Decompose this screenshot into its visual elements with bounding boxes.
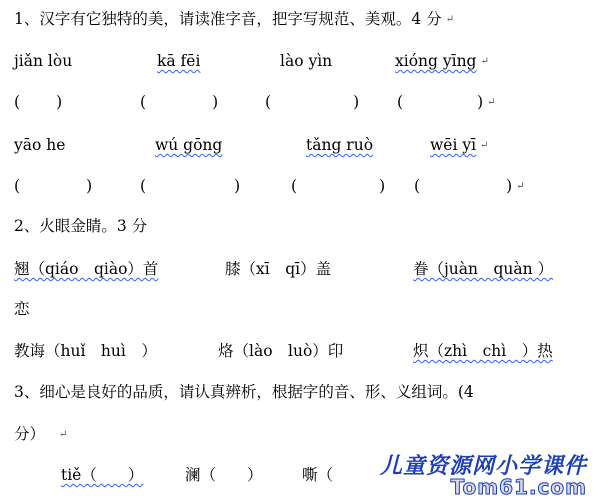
q2-item-text: 翘（qiáo qiào）首 [14, 260, 159, 278]
pinyin-text: tǎng ruò [306, 136, 374, 154]
q2-heading [14, 216, 147, 236]
pinyin-text: xióng yīng [395, 52, 477, 70]
answer-blank-close: ) [379, 177, 386, 195]
q1-blank-row1c [265, 92, 359, 112]
q3-item-text: 嘶（ [302, 466, 349, 484]
q3-item-text: 澜（ ） [185, 466, 263, 484]
paragraph-mark-icon: ↵ [487, 97, 496, 108]
pinyin-text: kā fēi [157, 52, 201, 70]
paragraph-mark-icon: ↵ [516, 181, 525, 192]
q2-item-text: 膝（xī qī）盖 [225, 260, 332, 278]
q2-item-text: 烙（lào luò）印 [218, 342, 344, 360]
q1-pinyin-6 [155, 135, 222, 155]
q1-pinyin-8 [430, 135, 488, 156]
watermark-site-name: 儿童资源网小学课件 [379, 454, 587, 479]
q2-item-3 [413, 259, 553, 279]
paragraph-mark-icon: ↵ [445, 14, 455, 25]
watermark-url: Tom61.com [450, 475, 587, 499]
answer-blank[interactable]: ( [14, 93, 21, 111]
answer-blank[interactable]: ( [291, 177, 298, 195]
q2-item-text: 眷（juàn quàn ） [413, 260, 554, 278]
answer-blank[interactable]: ( [14, 177, 21, 195]
paragraph-mark-icon: ↵ [480, 140, 489, 151]
q1-blank-row2d [414, 176, 525, 197]
answer-blank[interactable]: ( [397, 93, 404, 111]
answer-blank-close: ) [353, 93, 360, 111]
q1-heading-text: 1、汉字有它独特的美，请读准字音，把字写规范、美观。4 分 [14, 10, 442, 28]
pinyin-text: wú gōng [155, 136, 223, 154]
answer-blank-close: ) [477, 93, 484, 111]
q2-item-text: 炽（zhì chì ）热 [413, 342, 553, 360]
q2-item-4 [14, 341, 157, 361]
q1-pinyin-7 [306, 135, 373, 155]
q2-heading-text: 2、火眼金睛。3 分 [14, 217, 148, 235]
q1-pinyin-3 [280, 51, 332, 71]
pinyin-text: wēi yī [430, 136, 477, 154]
q3-item-text: tiě（ ） [61, 466, 144, 484]
pinyin-text: lào yìn [280, 52, 333, 70]
q2-item-2 [225, 259, 331, 279]
answer-blank[interactable]: ( [140, 93, 147, 111]
q1-pinyin-2 [157, 51, 200, 71]
answer-blank-close: ) [56, 93, 63, 111]
site-watermark [369, 449, 589, 499]
q1-pinyin-4 [395, 51, 489, 72]
q3-item-2 [185, 465, 263, 485]
q3-heading-wrap [14, 424, 67, 445]
q1-blank-row1 [14, 92, 62, 112]
q3-heading [14, 382, 474, 402]
pinyin-text: jiǎn lòu [14, 52, 73, 70]
answer-blank-close: ) [86, 177, 93, 195]
q3-item-1 [61, 465, 143, 485]
q1-blank-row1d [397, 92, 496, 113]
q1-blank-row2 [14, 176, 92, 196]
q3-item-3 [302, 465, 349, 485]
q3-heading-wrap-text: 分） [14, 425, 46, 443]
q3-heading-text: 3、细心是良好的品质，请认真辨析，根据字的音、形、义组词。(4 [14, 383, 474, 401]
q1-blank-row2b [140, 176, 240, 196]
q1-pinyin-1 [14, 51, 72, 71]
q1-pinyin-5 [14, 135, 65, 155]
q2-wrap [14, 299, 30, 319]
paragraph-mark-icon: ↵ [480, 56, 489, 67]
q1-blank-row1b [140, 92, 218, 112]
pinyin-text: yāo he [14, 136, 66, 154]
q2-item-6 [413, 341, 553, 361]
answer-blank[interactable]: ( [265, 93, 272, 111]
paragraph-mark-icon: ↵ [59, 429, 68, 440]
q2-item-5 [218, 341, 343, 361]
q1-heading [14, 9, 454, 30]
q2-item-text: 教诲（huǐ huì ） [14, 342, 157, 360]
answer-blank[interactable]: ( [414, 177, 421, 195]
answer-blank[interactable]: ( [140, 177, 147, 195]
q2-item-1 [14, 259, 158, 279]
q2-wrap-text: 恋 [14, 300, 30, 318]
answer-blank-close: ) [212, 93, 219, 111]
q1-blank-row2c [291, 176, 385, 196]
answer-blank-close: ) [234, 177, 241, 195]
answer-blank-close: ) [506, 177, 513, 195]
